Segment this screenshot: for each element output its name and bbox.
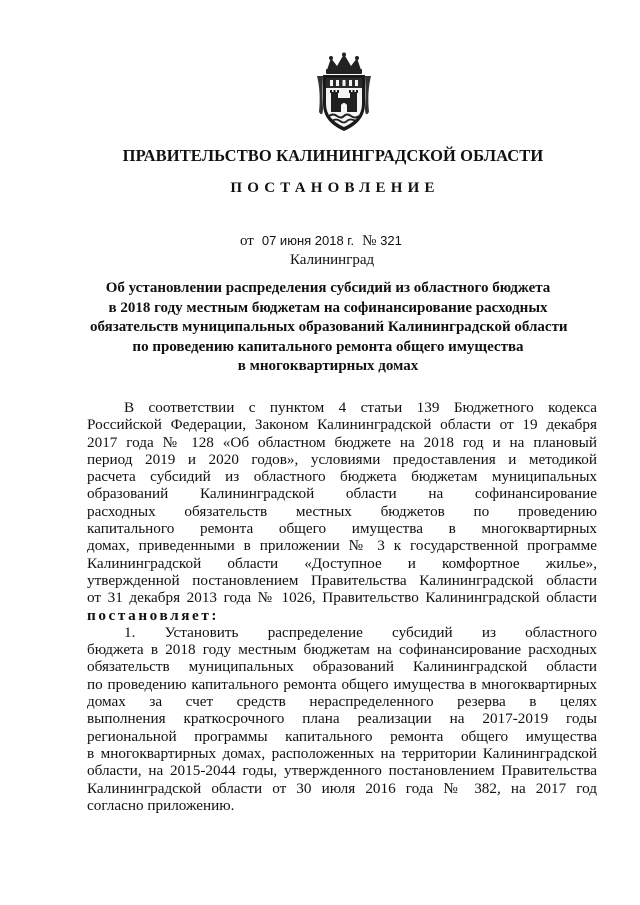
body-line: 1. Установить распределение субсидий из областного <box>124 623 597 641</box>
document-subject <box>90 279 566 377</box>
body-line: региональной программы капитального ремонта общего имущества <box>87 727 597 745</box>
body-line: домах за счет средств нераспределенного резерва в целях <box>87 693 597 711</box>
body-line: выполнения краткосрочного плана реализации на 2017-2019 годы <box>87 710 597 728</box>
body-line: от 31 декабря 2013 года № 1026, Правительство Калининградской области <box>87 589 597 607</box>
body-line: согласно приложению. <box>87 796 235 814</box>
body-line: утвержденной постановлением Правительства Калининградской области <box>87 571 597 589</box>
subject-line: в 2018 году местным бюджетам на софинансирование расходных <box>108 299 548 316</box>
body-line: образований Калининградской области на софинансирование <box>87 485 597 503</box>
body-line: по проведению капитального ремонта общего имущества в многоквартирных <box>87 675 597 693</box>
body-line: 2017 года № 128 «Об областном бюджете на 2018 год и на плановый <box>87 433 597 451</box>
body-line: капитального ремонта общего имущества в многоквартирных <box>87 520 597 538</box>
government-title: ПРАВИТЕЛЬСТВО КАЛИНИНГРАДСКОЙ ОБЛАСТИ <box>122 146 544 165</box>
body-line: в многоквартирных домах, расположенных на территории Калининградской <box>87 744 597 762</box>
number-sign: № <box>362 233 377 249</box>
body-line: бюджета в 2018 году местным бюджетам на софинансирование расходных <box>87 641 597 659</box>
body-line: Российской Федерации, Законом Калининградской области от 19 декабря <box>87 416 597 434</box>
subject-line: обязательств муниципальных образований Калининградской области <box>90 319 568 336</box>
date-number-line <box>240 233 402 250</box>
subject-line: Об установлении распределения субсидий из областного бюджета <box>105 280 551 296</box>
document-date: 07 июня 2018 г. <box>261 233 355 248</box>
subject-line: в многоквартирных домах <box>237 358 419 375</box>
document-body <box>87 399 597 814</box>
subject-line: по проведению капитального ремонта общего имущества <box>132 338 524 355</box>
date-prefix: от <box>240 233 254 249</box>
body-line: расходных обязательств местных бюджетов по проведению <box>87 502 597 520</box>
body-line: В соответствии с пунктом 4 статьи 139 Бюджетного кодекса <box>124 399 597 416</box>
document-type: ПОСТАНОВЛЕНИЕ <box>230 180 440 196</box>
coat-of-arms-emblem <box>313 52 375 134</box>
body-line: Калининградской области «Доступное и комфортное жилье», <box>87 554 597 572</box>
body-line: домах, приведенными в приложении № 3 к государственной программе <box>87 537 597 555</box>
document-city: Калининград <box>290 252 375 268</box>
body-line: Калининградской области от 30 июля 2016 года № 382, на 2017 год <box>87 779 597 797</box>
body-line: обязательств муниципальных образований Калининградской области <box>87 658 597 676</box>
body-line: период 2019 и 2020 годов», условиями предоставления и методикой <box>87 450 597 468</box>
document-number: 321 <box>380 233 402 248</box>
body-line: области, на 2015-2044 годы, утвержденного постановлением Правительства <box>87 762 597 780</box>
resolution-keyword: постановляет: <box>87 606 220 624</box>
body-line: расчета субсидий из областного бюджета бюджетам муниципальных <box>87 468 597 486</box>
